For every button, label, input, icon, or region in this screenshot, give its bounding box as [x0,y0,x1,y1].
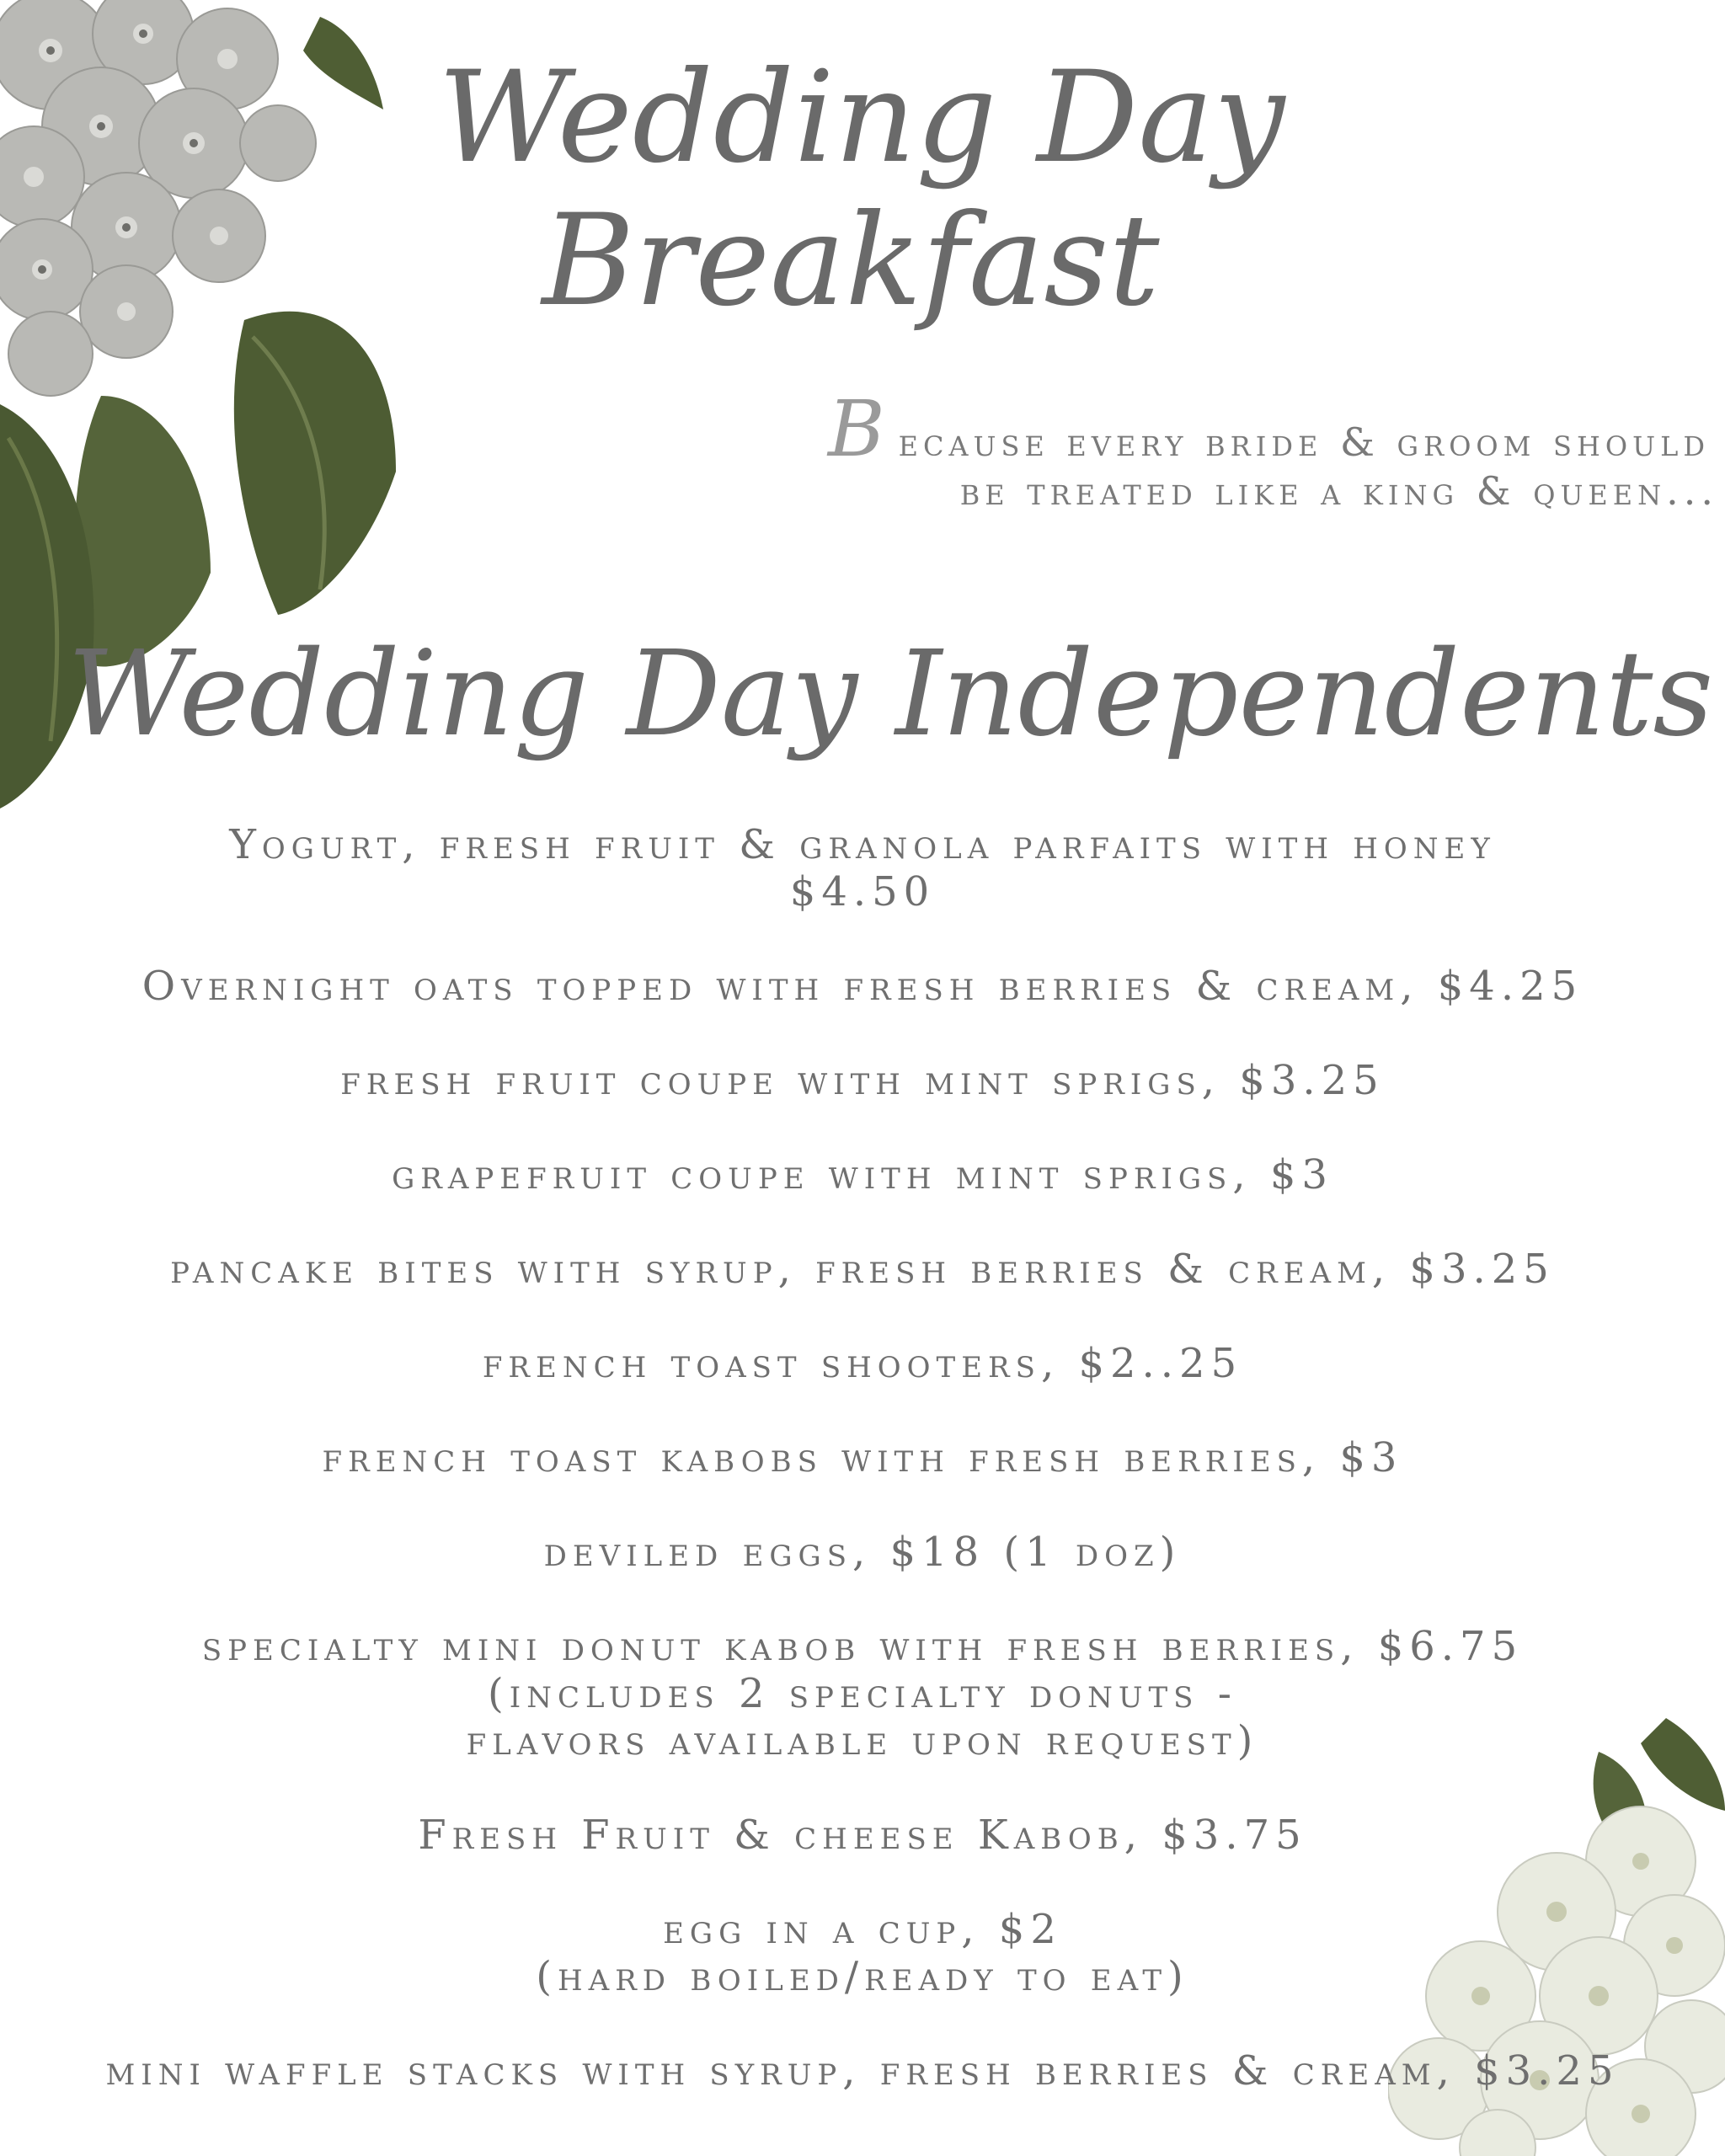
menu-item-donut-kabob [34,1623,1691,1764]
tagline-line2: be treated like a king & queen... [959,468,1718,514]
menu-item-text: grapefruit coupe with mint sprigs, $3 [392,1151,1333,1198]
page-title-line1: Wedding Day [438,45,1285,191]
tagline-line1-text: ecause every bride & groom should [898,419,1710,465]
tagline-initial: B [827,384,890,474]
menu-item-note: (hard boiled/ready to eat) [536,1953,1189,2000]
menu-item-text: french toast shooters, $2..25 [482,1340,1243,1387]
page-title-line2: Breakfast [542,188,1160,334]
tagline-line1 [590,384,1710,474]
menu-item-mini-waffle-stacks [34,2047,1691,2095]
menu-item-text: mini waffle stacks with syrup, fresh berries & cream, $3.25 [105,2047,1620,2095]
menu-item-text: deviled eggs, $18 (1 doz) [543,1529,1182,1576]
menu-item-deviled-eggs [34,1529,1691,1576]
menu-item-overnight-oats [34,963,1691,1010]
menu-item-note: flavors available upon request) [466,1717,1259,1764]
menu-item-egg-in-a-cup [34,1906,1691,2000]
menu-item-parfaits [34,821,1691,915]
menu-item-french-toast-shooters [34,1340,1691,1387]
menu-item-pancake-bites [34,1246,1691,1293]
menu-item-fruit-cheese-kabob [34,1812,1691,1859]
menu-list [34,821,1691,2142]
menu-item-text: french toast kabobs with fresh berries, $3 [322,1434,1403,1481]
menu-item-text: pancake bites with syrup, fresh berries & cream, $3.25 [170,1246,1555,1293]
menu-item-text: specialty mini donut kabob with fresh berries, $6.75 [201,1623,1524,1670]
menu-item-french-toast-kabobs [34,1434,1691,1481]
menu-item-text: Overnight oats topped with fresh berries & cream, $4.25 [142,963,1583,1010]
menu-item-note: (includes 2 specialty donuts - [488,1670,1237,1717]
menu-item-grapefruit-coupe [34,1151,1691,1198]
section-title: Wedding Day Independents [67,626,1714,763]
menu-item-text: fresh fruit coupe with mint sprigs, $3.25 [340,1057,1385,1104]
menu-item-text: Yogurt, fresh fruit & granola parfaits with honey [229,821,1496,868]
menu-item-price: $4.50 [789,868,936,915]
menu-item-text: Fresh Fruit & cheese Kabob, $3.75 [418,1812,1307,1859]
menu-item-fruit-coupe [34,1057,1691,1104]
menu-item-text: egg in a cup, $2 [663,1906,1062,1953]
